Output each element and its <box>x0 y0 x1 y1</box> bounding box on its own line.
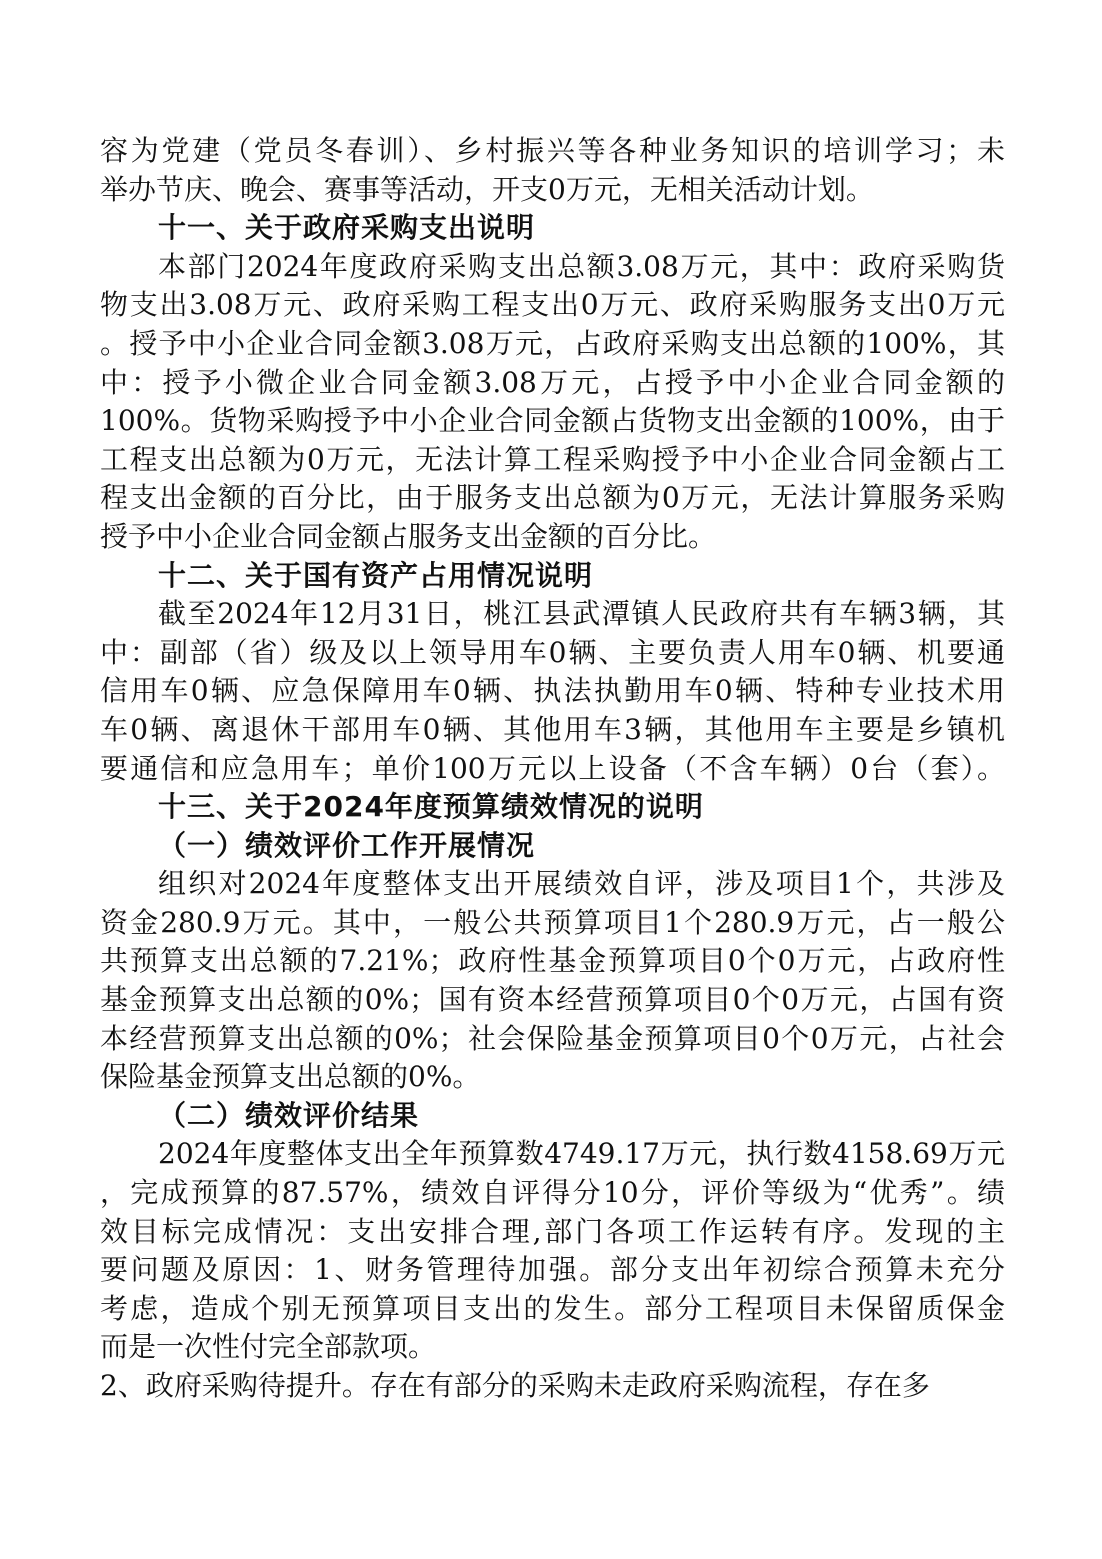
paragraph-line: 程支出金额的百分比，由于服务支出总额为0万元，无法计算服务采购 <box>100 481 1005 515</box>
paragraph-line: 。授予中小企业合同金额3.08万元，占政府采购支出总额的100%，其 <box>100 326 1005 360</box>
section-heading-13: 十三、关于2024年度预算绩效情况的说明 <box>158 790 704 824</box>
paragraph-line: 考虑，造成个别无预算项目支出的发生。部分工程项目未保留质保金 <box>100 1291 1005 1325</box>
paragraph-line: 2024年度整体支出全年预算数4749.17万元，执行数4158.69万元 <box>158 1137 1005 1171</box>
section-heading-11: 十一、关于政府采购支出说明 <box>158 211 536 245</box>
paragraph-line: 容为党建（党员冬春训）、乡村振兴等各种业务知识的培训学习；未 <box>100 134 1005 167</box>
paragraph-line: 保险基金预算支出总额的0%。 <box>100 1060 481 1094</box>
paragraph-line: 车0辆、离退休干部用车0辆、其他用车3辆，其他用车主要是乡镇机 <box>100 712 1005 746</box>
paragraph-line: 100%。货物采购授予中小企业合同金额占货物支出金额的100%，由于 <box>100 404 1005 438</box>
paragraph-line: 要问题及原因：1、财务管理待加强。部分支出年初综合预算未充分 <box>100 1253 1005 1287</box>
paragraph-line: 效目标完成情况：支出安排合理,部门各项工作运转有序。发现的主 <box>100 1214 1005 1248</box>
paragraph-line: 共预算支出总额的7.21%；政府性基金预算项目0个0万元，占政府性 <box>100 944 1005 978</box>
paragraph-line: ，完成预算的87.57%，绩效自评得分10分，评价等级为“优秀”。绩 <box>100 1176 1005 1210</box>
paragraph-line: 授予中小企业合同金额占服务支出金额的百分比。 <box>100 519 717 553</box>
document-body <box>100 132 1005 1406</box>
paragraph-line: 本部门2024年度政府采购支出总额3.08万元，其中：政府采购货 <box>158 249 1005 283</box>
paragraph-line: 要通信和应急用车；单价100万元以上设备（不含车辆）0台（套）。 <box>100 751 1005 785</box>
paragraph-line: 截至2024年12月31日，桃江县武潭镇人民政府共有车辆3辆，其 <box>158 597 1005 631</box>
subsection-heading-2: （二）绩效评价结果 <box>158 1098 420 1132</box>
paragraph-line: 工程支出总额为0万元，无法计算工程采购授予中小企业合同金额占工 <box>100 442 1005 476</box>
paragraph-line: 而是一次性付完全部款项。 <box>100 1330 437 1364</box>
subsection-heading-1: （一）绩效评价工作开展情况 <box>158 828 536 862</box>
paragraph-line: 物支出3.08万元、政府采购工程支出0万元、政府采购服务支出0万元 <box>100 288 1005 322</box>
paragraph-line: 举办节庆、晚会、赛事等活动，开支0万元，无相关活动计划。 <box>100 172 874 206</box>
paragraph-line: 2、政府采购待提升。存在有部分的采购未走政府采购流程，存在多 <box>100 1369 930 1402</box>
paragraph-line: 信用车0辆、应急保障用车0辆、执法执勤用车0辆、特种专业技术用 <box>100 674 1005 708</box>
paragraph-line: 中：授予小微企业合同金额3.08万元，占授予中小企业合同金额的 <box>100 365 1005 399</box>
paragraph-line: 资金280.9万元。其中，一般公共预算项目1个280.9万元，占一般公 <box>100 905 1005 939</box>
paragraph-line: 基金预算支出总额的0%；国有资本经营预算项目0个0万元，占国有资 <box>100 983 1005 1017</box>
section-heading-12: 十二、关于国有资产占用情况说明 <box>158 558 594 592</box>
paragraph-line: 本经营预算支出总额的0%；社会保险基金预算项目0个0万元，占社会 <box>100 1021 1005 1055</box>
paragraph-line: 组织对2024年度整体支出开展绩效自评，涉及项目1个，共涉及 <box>158 867 1005 901</box>
paragraph-line: 中：副部（省）级及以上领导用车0辆、主要负责人用车0辆、机要通 <box>100 635 1005 669</box>
